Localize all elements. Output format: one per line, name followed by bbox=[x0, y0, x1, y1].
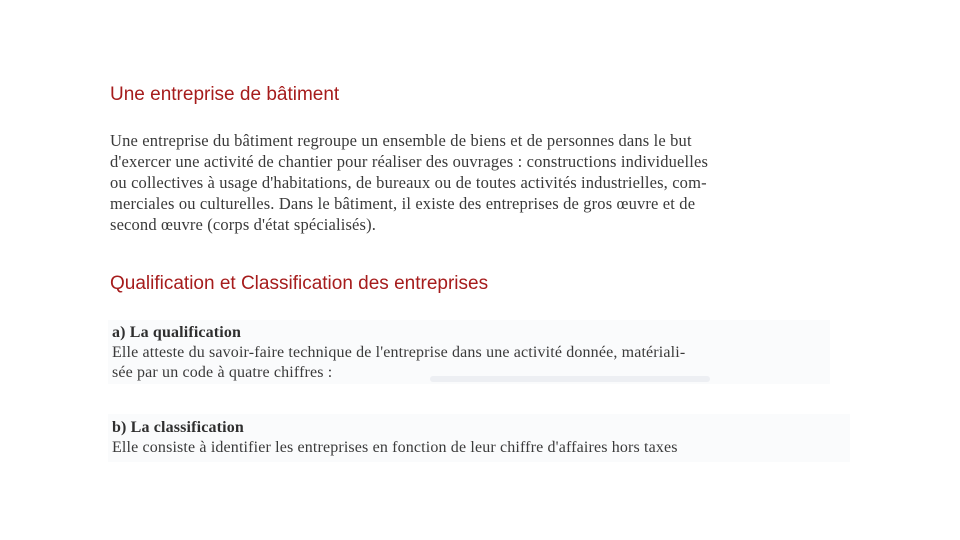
paragraph-line: merciales ou culturelles. Dans le bâtiment, il existe des entreprises de gros œuvre et de bbox=[110, 194, 696, 213]
section-title-qualification-classification: Qualification et Classification des entreprises bbox=[110, 273, 489, 294]
paragraph-line: d'exercer une activité de chantier pour réaliser des ouvrages : constructions individuelles bbox=[110, 152, 709, 171]
section-title-entreprise: Une entreprise de bâtiment bbox=[110, 84, 340, 105]
classification-heading: b) La classification bbox=[112, 419, 244, 436]
paragraph-line: Une entreprise du bâtiment regroupe un ensemble de biens et de personnes dans le but bbox=[110, 131, 692, 150]
paragraph-line: second œuvre (corps d'état spécialisés). bbox=[110, 215, 377, 234]
paragraph-line: sée par un code à quatre chiffres : bbox=[112, 364, 333, 381]
qualification-heading: a) La qualification bbox=[112, 324, 242, 341]
paragraph-line: Elle atteste du savoir-faire technique de l'entreprise dans une activité donnée, matériali- bbox=[112, 344, 686, 361]
paragraph-line: Elle consiste à identifier les entreprises en fonction de leur chiffre d'affaires hors taxes bbox=[112, 439, 678, 456]
scanned-paragraph-entreprise bbox=[110, 130, 880, 235]
scanned-block-qualification bbox=[112, 323, 832, 383]
paragraph-line: ou collectives à usage d'habitations, de bureaux ou de toutes activités industrielles, com- bbox=[110, 173, 707, 192]
scanned-block-classification bbox=[112, 418, 852, 458]
